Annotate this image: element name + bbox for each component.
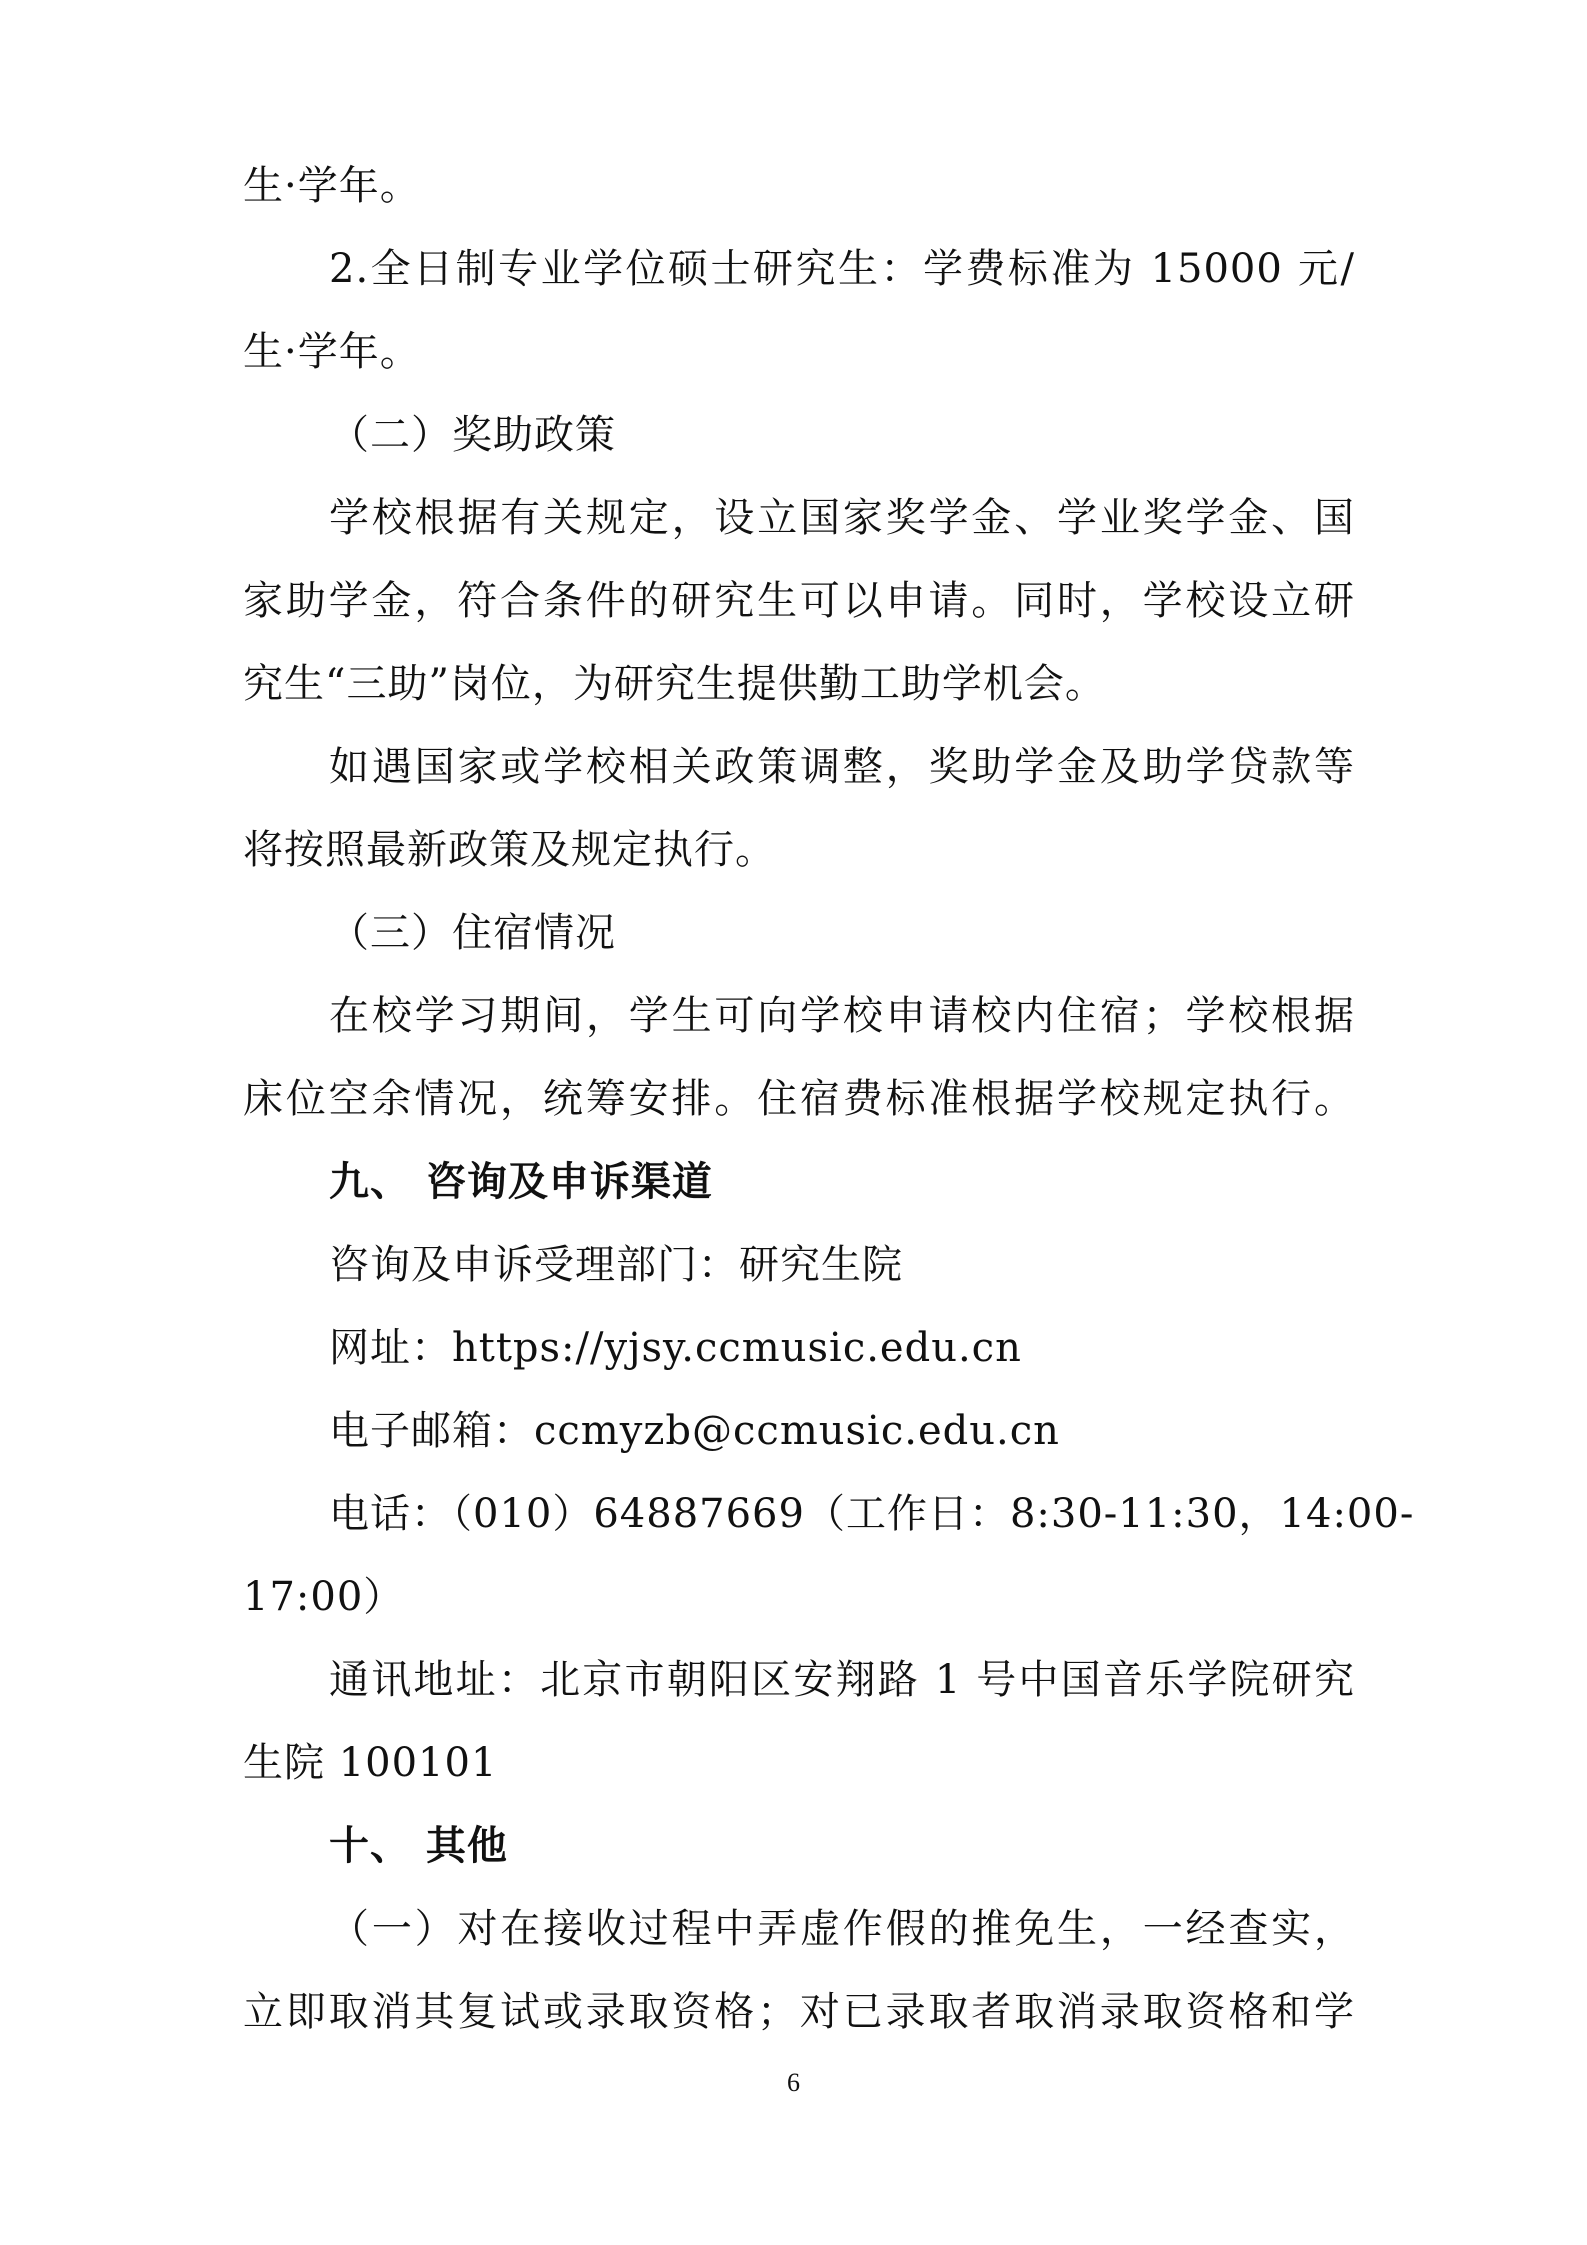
text-line-3: 生·学年。 <box>243 329 421 375</box>
subheading-scholarship: （二）奖助政策 <box>329 412 616 458</box>
text-line-8: 如遇国家或学校相关政策调整，奖助学金及助学贷款等 <box>329 744 1355 790</box>
address-line: 通讯地址：北京市朝阳区安翔路 1 号中国音乐学院研究 <box>329 1657 1355 1703</box>
page-number: 6 <box>787 2068 800 2097</box>
document-body <box>243 145 1415 2054</box>
text-line-7: 究生“三助”岗位，为研究生提供勤工助学机会。 <box>243 661 1106 707</box>
text-line-2: 2.全日制专业学位硕士研究生：学费标准为 15000 元/ <box>329 246 1355 292</box>
text-line-9: 将按照最新政策及规定执行。 <box>243 827 776 873</box>
section-heading-other: 十、 其他 <box>329 1823 508 1869</box>
email-line: 电子邮箱：ccmyzb@ccmusic.edu.cn <box>329 1408 1060 1454</box>
phone-line: 电话：（010）64887669（工作日：8:30-11:30，14:00- <box>329 1491 1415 1537</box>
text-line-11: 在校学习期间，学生可向学校申请校内住宿；学校根据 <box>329 993 1355 1039</box>
text-line-6: 家助学金，符合条件的研究生可以申请。同时，学校设立研 <box>243 578 1355 624</box>
website-line: 网址：https://yjsy.ccmusic.edu.cn <box>329 1325 1022 1371</box>
text-line-5: 学校根据有关规定，设立国家奖学金、学业奖学金、国 <box>329 495 1355 541</box>
text-line-12: 床位空余情况，统筹安排。住宿费标准根据学校规定执行。 <box>243 1076 1355 1122</box>
phone-hours-continued: 17:00） <box>243 1574 405 1620</box>
text-line-22: （一）对在接收过程中弄虚作假的推免生，一经查实， <box>329 1906 1355 1952</box>
address-continued: 生院 100101 <box>243 1740 498 1786</box>
text-line-23: 立即取消其复试或录取资格；对已录取者取消录取资格和学 <box>243 1989 1355 2035</box>
inquiry-department: 咨询及申诉受理部门：研究生院 <box>329 1242 903 1288</box>
subheading-housing: （三）住宿情况 <box>329 910 616 956</box>
text-line-1: 生·学年。 <box>243 163 421 209</box>
section-heading-inquiry: 九、 咨询及申诉渠道 <box>329 1159 713 1205</box>
